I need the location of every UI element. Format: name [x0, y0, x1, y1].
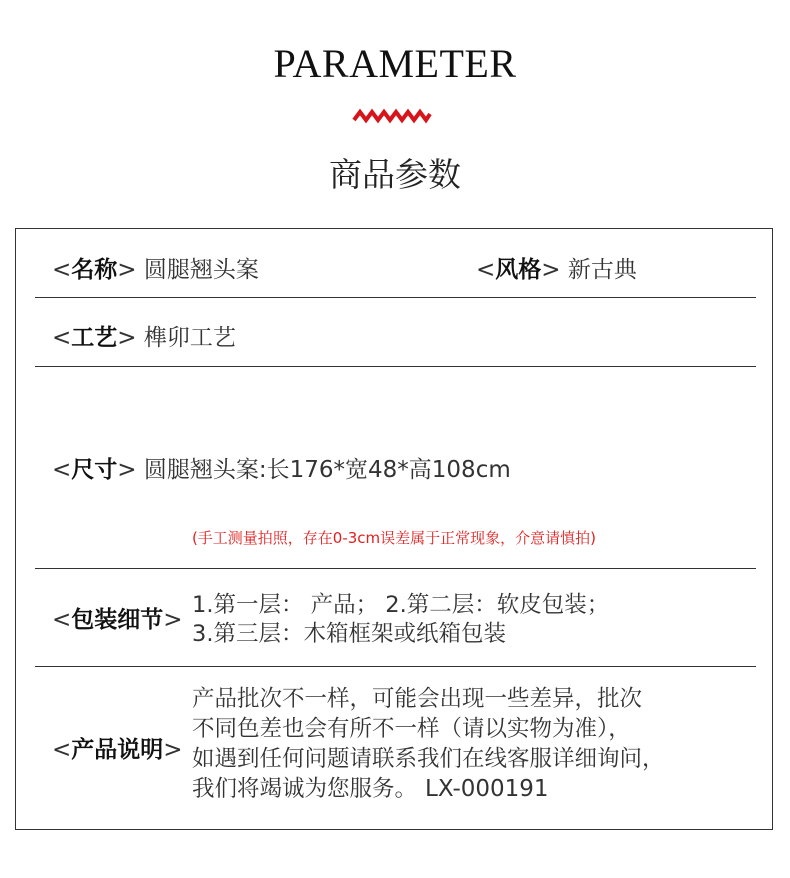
- packaging-label-group: <包装细节>: [52, 606, 183, 633]
- packaging-line-2: 3.第三层：木箱框架或纸箱包装: [192, 621, 506, 647]
- craft-row: <工艺> 榫卯工艺: [52, 324, 236, 351]
- zigzag-divider-icon: [352, 108, 432, 124]
- description-text: [192, 684, 665, 804]
- description-line-3: 如遇到任何问题请联系我们在线客服详细询问，: [192, 746, 665, 772]
- parameter-table: [15, 228, 773, 830]
- description-label: 产品说明: [71, 736, 164, 763]
- craft-label: 工艺: [71, 324, 118, 351]
- description-label-group: <产品说明>: [52, 736, 183, 763]
- style-label: 风格: [495, 256, 542, 283]
- product-code: LX-000191: [425, 776, 549, 802]
- style-value: 新古典: [567, 257, 637, 283]
- size-row: <尺寸> 圆腿翘头案:长176*宽48*高108cm: [52, 456, 511, 483]
- description-line-1: 产品批次不一样，可能会出现一些差异，批次: [192, 686, 643, 712]
- row-divider: [35, 568, 756, 569]
- size-label: 尺寸: [71, 456, 118, 483]
- description-line-2: 不同色差也会有所不一样（请以实物为准），: [192, 716, 631, 742]
- row-divider: [35, 297, 756, 298]
- page-subtitle: 商品参数: [329, 155, 461, 194]
- craft-value: 榫卯工艺: [143, 325, 236, 351]
- description-line-4-wrap: [192, 774, 665, 804]
- size-value: 圆腿翘头案:长176*宽48*高108cm: [143, 457, 511, 483]
- description-line-4: 我们将竭诚为您服务。: [192, 776, 418, 802]
- packaging-line-1: 1.第一层： 产品； 2.第二层：软皮包装；: [192, 592, 610, 618]
- row-divider: [35, 666, 756, 667]
- packaging-label: 包装细节: [71, 606, 164, 633]
- row-divider: [35, 366, 756, 367]
- page-title: PARAMETER: [273, 41, 517, 86]
- name-label: 名称: [71, 256, 118, 283]
- style-row: <风格> 新古典: [476, 256, 637, 283]
- name-value: 圆腿翘头案: [143, 257, 259, 283]
- name-row: <名称> 圆腿翘头案: [52, 256, 259, 283]
- packaging-details: [192, 591, 609, 649]
- size-note: (手工测量拍照，存在0-3cm误差属于正常现象，介意请慎拍): [191, 529, 597, 547]
